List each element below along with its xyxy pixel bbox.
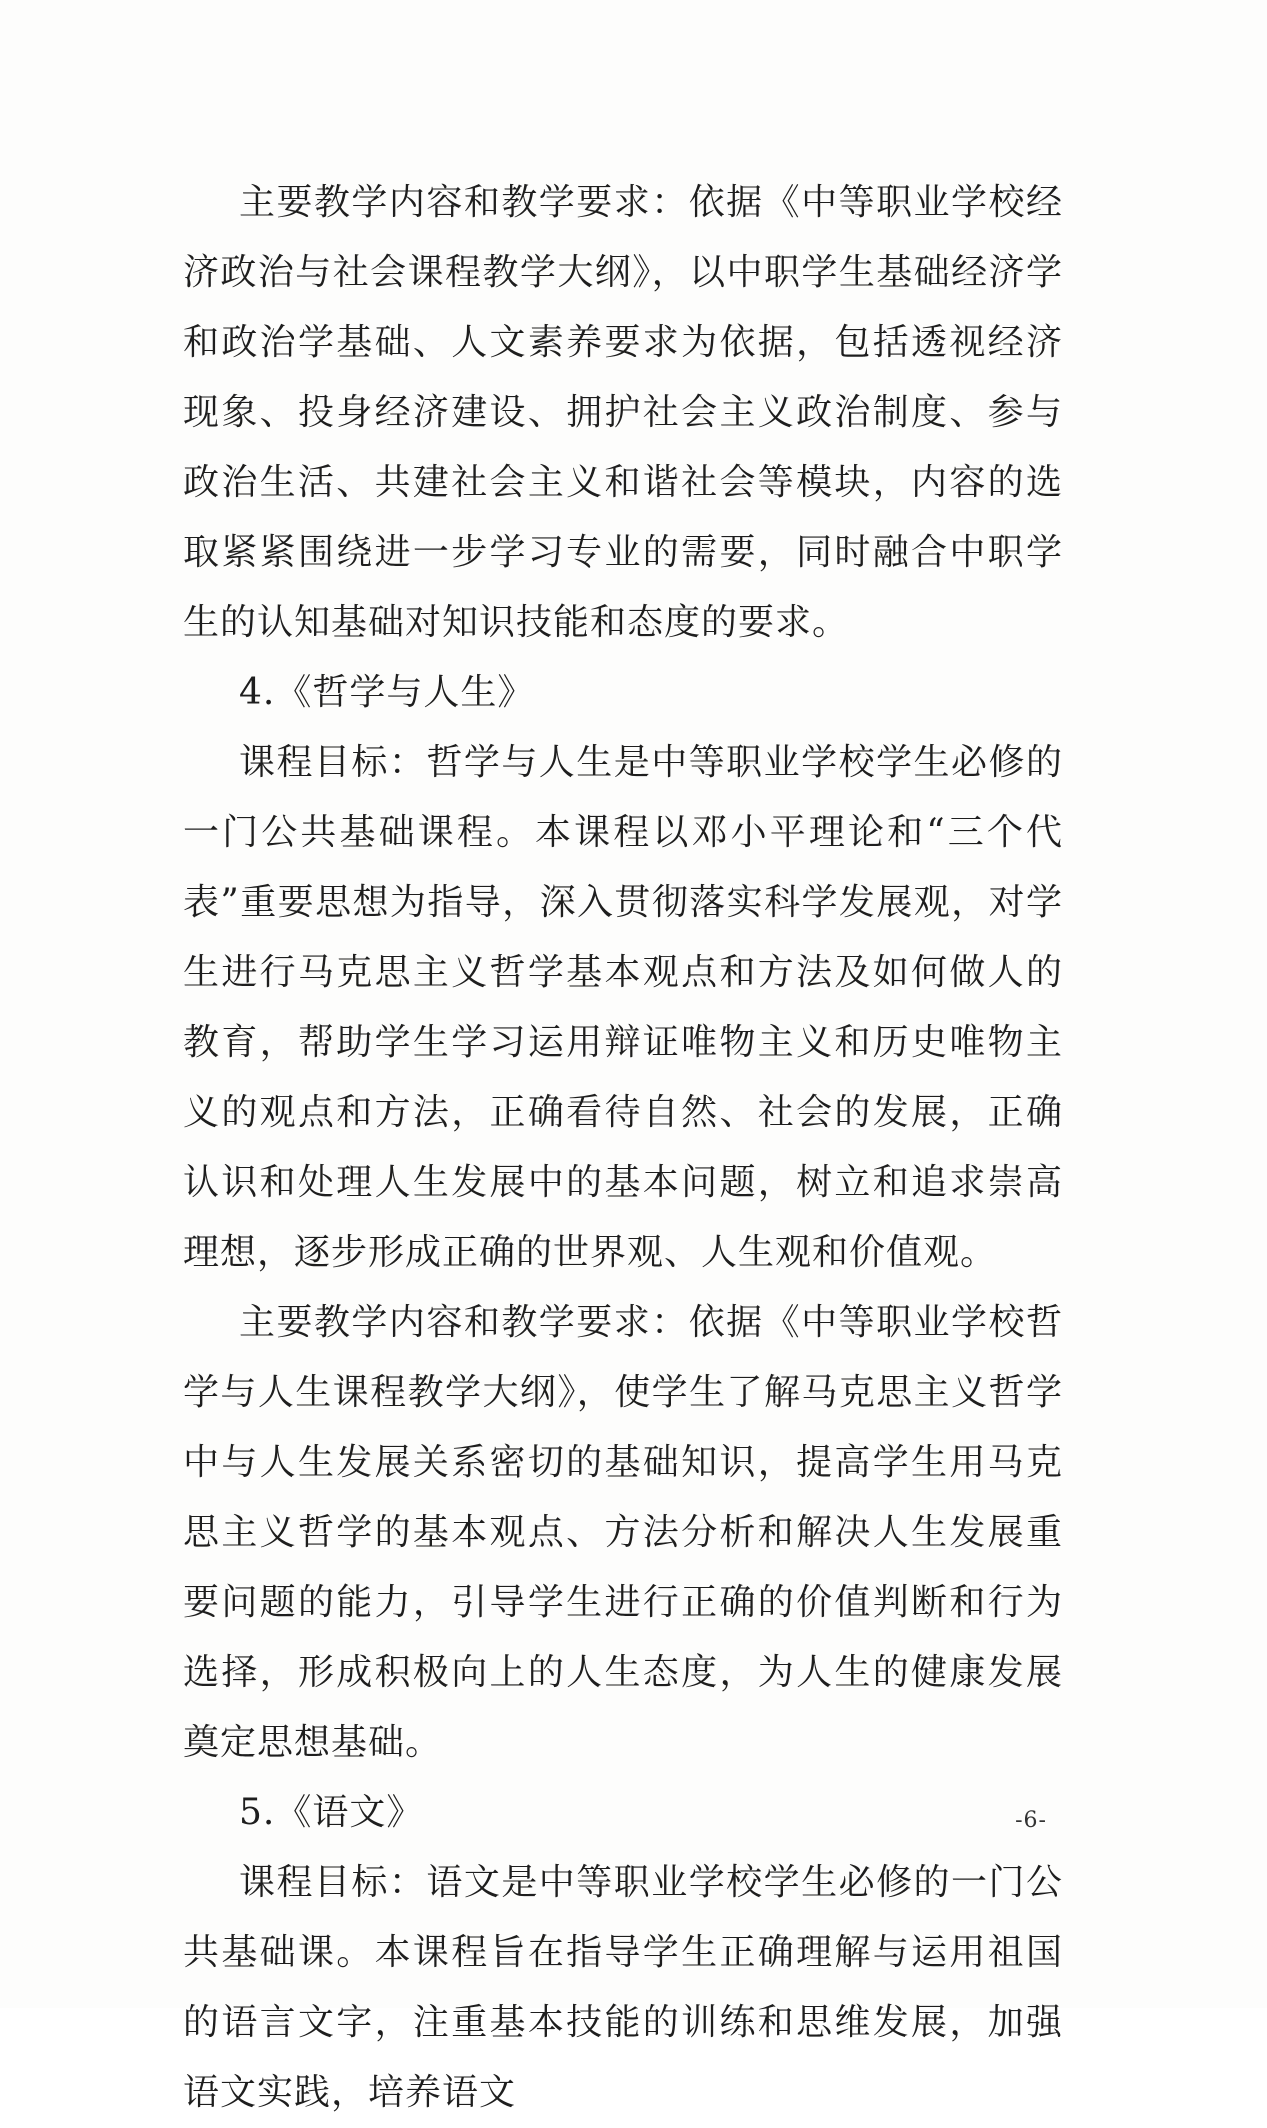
page-number: -6- xyxy=(1015,1808,1047,1833)
paragraph-course-goal-philosophy: 课程目标：哲学与人生是中等职业学校学生必修的一门公共基础课程。本课程以邓小平理论和“三个代表”重要思想为指导，深入贯彻落实科学发展观，对学生进行马克思主义哲学基本观点和方法及如何做人的教育，帮助学生学习运用辩证唯物主义和历史唯物主义的观点和方法，正确看待自然、社会的发展，正确认识和处理人生发展中的基本问题，树立和追求崇高理想，逐步形成正确的世界观、人生观和价值观。 xyxy=(183,742,1063,1273)
paragraph-teaching-content-philosophy: 主要教学内容和教学要求：依据《中等职业学校哲学与人生课程教学大纲》，使学生了解马克思主义哲学中与人生发展关系密切的基础知识，提高学生用马克思主义哲学的基本观点、方法分析和解决人生发展重要问题的能力，引导学生进行正确的价值判断和行为选择，形成积极向上的人生态度，为人生的健康发展奠定思想基础。 xyxy=(183,1302,1063,1763)
body-text xyxy=(183,168,1063,2128)
heading-chinese: 5.《语文》 xyxy=(239,1792,424,1833)
paragraph-course-goal-chinese: 课程目标：语文是中等职业学校学生必修的一门公共基础课。本课程旨在指导学生正确理解与运用祖国的语言文字，注重基本技能的训练和思维发展，加强语文实践，培养语文 xyxy=(183,1862,1063,2113)
paragraph-teaching-content-economics: 主要教学内容和教学要求：依据《中等职业学校经济政治与社会课程教学大纲》，以中职学生基础经济学和政治学基础、人文素养要求为依据，包括透视经济现象、投身经济建设、拥护社会主义政治制度、参与政治生活、共建社会主义和谐社会等模块，内容的选取紧紧围绕进一步学习专业的需要，同时融合中职学生的认知基础对知识技能和态度的要求。 xyxy=(183,182,1063,643)
heading-philosophy-and-life: 4.《哲学与人生》 xyxy=(239,672,535,713)
